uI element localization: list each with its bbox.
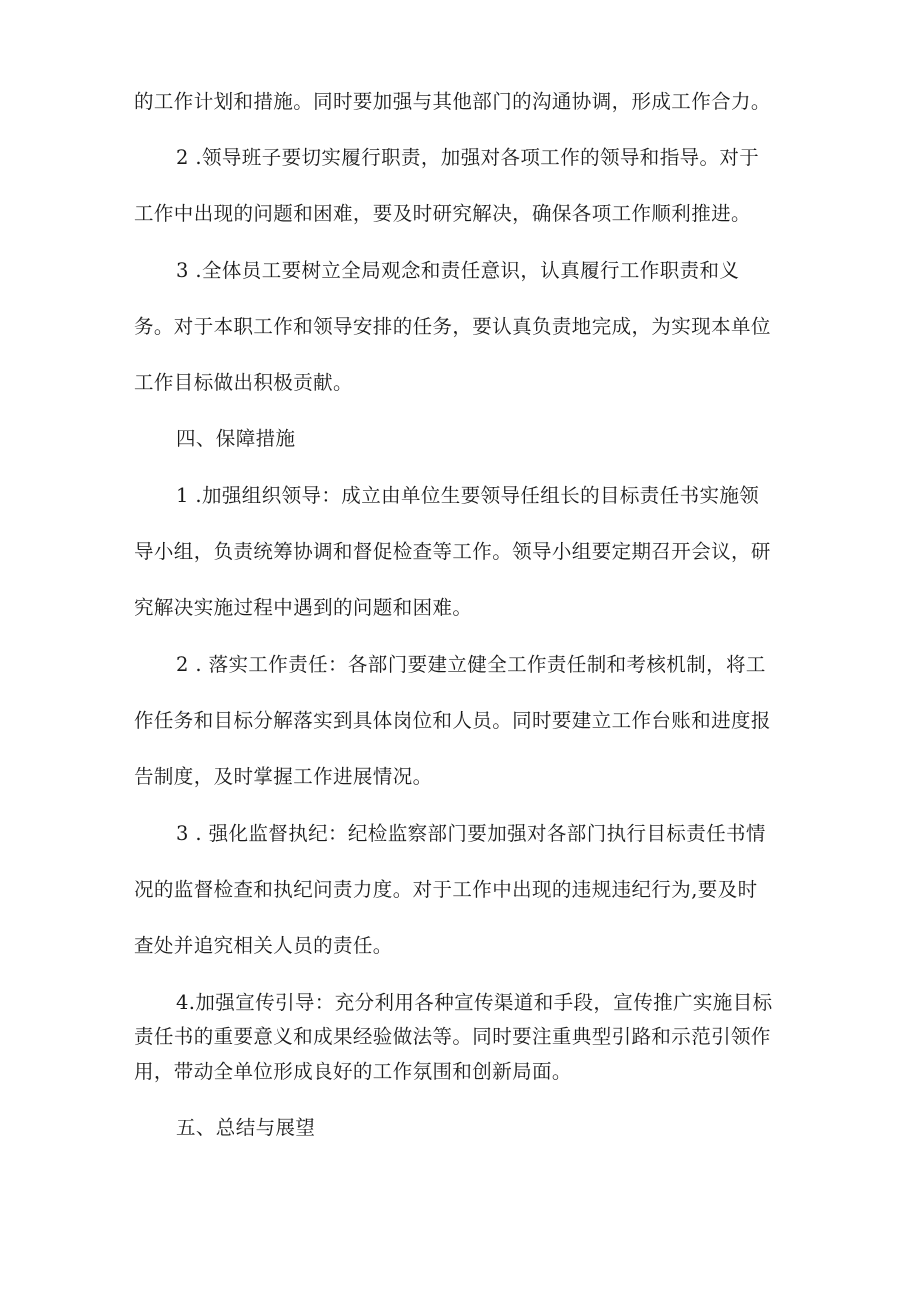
text-line: 的工作计划和措施。同时要加强与其他部门的沟通协调，形成工作合力。 [134, 90, 771, 113]
text-line: 导小组，负责统筹协调和督促检查等工作。领导小组要定期召开会议，研 [134, 540, 771, 563]
text-line: 工作中出现的问题和困难，要及时研究解决，确保各项工作顺利推进。 [134, 202, 751, 225]
section-heading: 四、保障措施 [176, 427, 296, 450]
text-line: 工作目标做出积极贡献。 [134, 371, 353, 394]
text-line: 告制度，及时掌握工作进展情况。 [134, 765, 433, 788]
text-line: 2 . 落实工作责任：各部门要建立健全工作责任制和考核机制，将工 [176, 653, 766, 676]
text-line: 务。对于本职工作和领导安排的任务，要认真负责地完成，为实现本单位 [134, 315, 771, 338]
text-line: 用，带动全单位形成良好的工作氛围和创新局面。 [134, 1060, 572, 1083]
text-line: 4.加强宣传引导：充分利用各种宣传渠道和手段，宣传推广实施目标 [176, 991, 773, 1014]
text-line: 1 .加强组织领导：成立由单位生要领导任组长的目标责任书实施领 [176, 484, 760, 507]
text-line: 查处并追究相关人员的责任。 [134, 934, 393, 957]
text-line: 3 .全体员工要树立全局观念和责任意识，认真履行工作职责和义 [176, 259, 740, 282]
text-line: 况的监督检查和执纪问责力度。对于工作中出现的违规违纪行为,要及时 [134, 878, 758, 901]
text-line: 2 .领导班子要切实履行职责，加强对各项工作的领导和指导。对于 [176, 146, 760, 169]
text-line: 3 . 强化监督执纪：纪检监察部门要加强对各部门执行目标责任书情 [176, 822, 766, 845]
text-line: 究解决实施过程中遇到的问题和困难。 [134, 596, 473, 619]
section-heading: 五、总结与展望 [176, 1116, 316, 1139]
text-line: 作任务和目标分解落实到具体岗位和人员。同时要建立工作台账和进度报 [134, 709, 771, 732]
text-line: 责任书的重要意义和成果经验做法等。同时要注重典型引路和示范引领作 [134, 1025, 771, 1048]
